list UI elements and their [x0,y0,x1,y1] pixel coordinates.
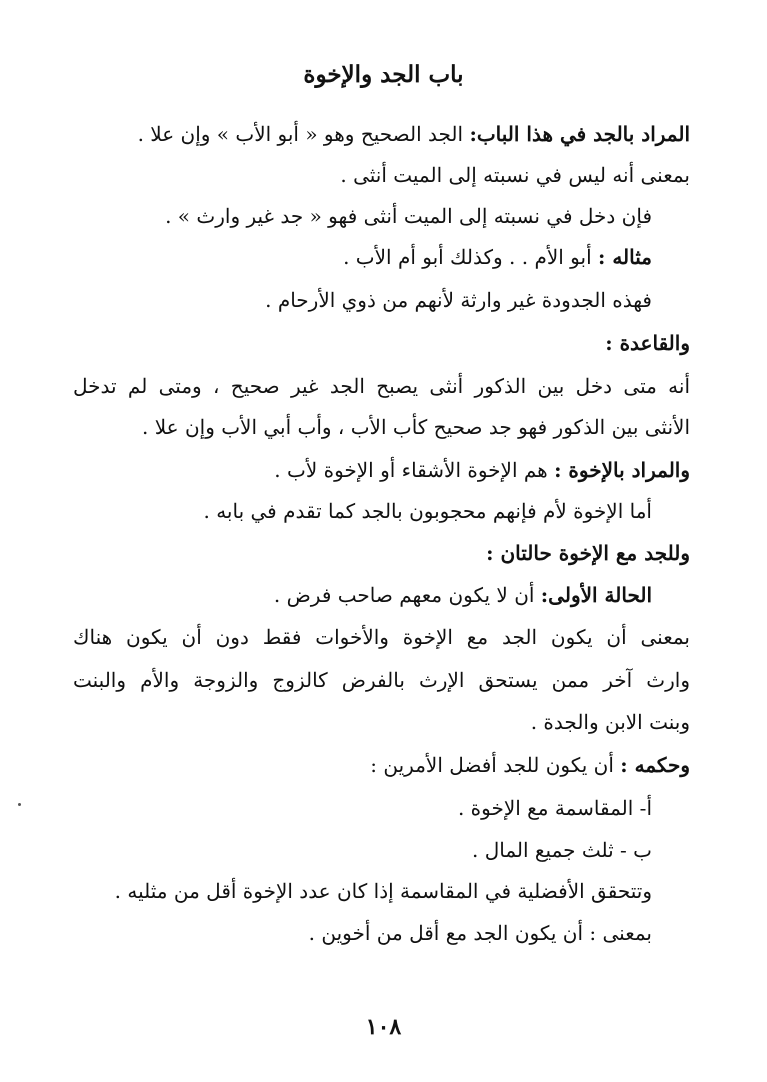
line-text: وارث آخر ممن يستحق الإرث بالفرض كالزوج والزوجة والأم والبنت [73,668,690,692]
text-line [458,793,652,823]
line-text: ب - ثلث جميع المال . [472,838,652,862]
line-text: الجد الصحيح وهو « أبو الأب » وإن علا . [137,122,470,146]
line-lead: وللجد مع الإخوة حالتان : [486,541,690,565]
text-line [203,496,652,526]
text-line [605,328,690,358]
line-lead: المراد بالجد في هذا الباب: [469,122,690,146]
text-line [265,285,652,315]
line-text: بمعنى أنه ليس في نسبته إلى الميت أنثى . [340,163,690,187]
scan-speck [18,803,21,806]
line-text: فهذه الجدودة غير وارثة لأنهم من ذوي الأرحام . [265,288,652,312]
line-text: أبو الأم . . وكذلك أبو أم الأب . [343,245,598,269]
line-text: فإن دخل في نسبته إلى الميت أنثى فهو « جد غير وارث » . [165,204,652,228]
line-text: أ- المقاسمة مع الإخوة . [457,796,652,820]
line-text: أنه متى دخل بين الذكور أنثى يصبح الجد غير صحيح ، ومتى لم تدخل [73,374,690,398]
text-line [370,750,690,780]
text-line [531,707,690,737]
line-text: هم الإخوة الأشقاء أو الإخوة لأب . [274,458,555,482]
line-text: أن لا يكون معهم صاحب فرض . [273,583,541,607]
text-line [138,119,690,149]
page-number: ١٠٨ [365,1014,402,1040]
line-text: وتتحقق الأفضلية في المقاسمة إذا كان عدد الإخوة أقل من مثليه . [114,879,652,903]
text-line [472,835,652,865]
line-lead: والقاعدة : [605,331,690,355]
text-line [309,918,652,948]
line-lead: والمراد بالإخوة : [554,458,690,482]
line-text: أما الإخوة لأم فإنهم محجوبون بالجد كما تقدم في بابه . [203,499,652,523]
text-line [73,371,690,401]
line-lead: الحالة الأولى: [540,583,652,607]
line-lead: وحكمه : [620,753,690,777]
text-line [343,242,652,272]
line-text: بمعنى : أن يكون الجد مع أقل من أخوين . [308,921,652,945]
line-text: بمعنى أن يكون الجد مع الإخوة والأخوات فقط دون أن يكون هناك [73,625,690,649]
text-line [165,201,652,231]
text-line [274,580,652,610]
text-line [73,665,690,695]
text-line [73,622,690,652]
line-text: وبنت الابن والجدة . [530,710,690,734]
text-line [115,876,652,906]
line-text: الأنثى بين الذكور فهو جد صحيح كأب الأب ، وأب أبي الأب وإن علا . [142,415,690,439]
text-line [274,455,690,485]
line-lead: مثاله : [597,245,652,269]
line-text: أن يكون للجد أفضل الأمرين : [370,753,621,777]
text-line [486,538,690,568]
text-line [142,412,690,442]
text-line [340,160,690,190]
chapter-title: باب الجد والإخوة [303,61,464,88]
